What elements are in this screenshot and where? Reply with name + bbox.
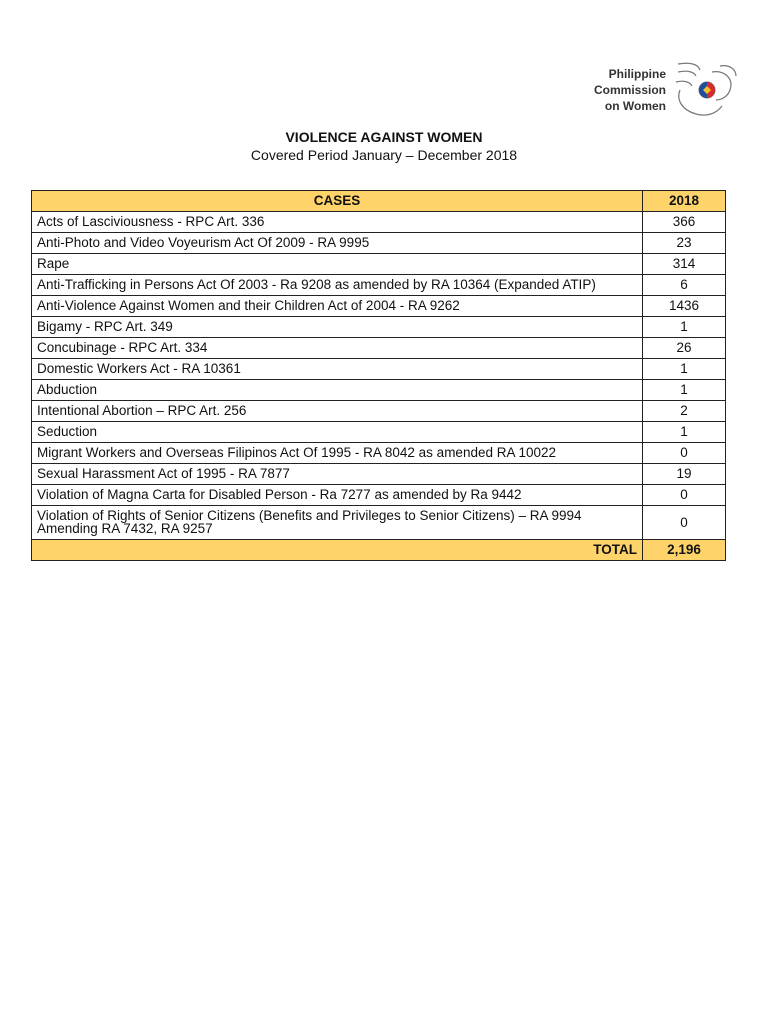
case-count: 1436	[643, 296, 726, 317]
column-header-cases: CASES	[32, 191, 643, 212]
case-count: 1	[643, 380, 726, 401]
case-count: 1	[643, 422, 726, 443]
report-heading	[0, 128, 768, 164]
table-row	[32, 485, 726, 506]
table-row	[32, 380, 726, 401]
case-name: Migrant Workers and Overseas Filipinos Act Of 1995 - RA 8042 as amended RA 10022	[32, 443, 643, 464]
case-count: 2	[643, 401, 726, 422]
case-name: Violation of Magna Carta for Disabled Person - Ra 7277 as amended by Ra 9442	[32, 485, 643, 506]
total-row	[32, 540, 726, 561]
table-row	[32, 422, 726, 443]
case-name: Bigamy - RPC Art. 349	[32, 317, 643, 338]
case-name: Anti-Violence Against Women and their Children Act of 2004 - RA 9262	[32, 296, 643, 317]
table-row	[32, 401, 726, 422]
case-count: 0	[643, 506, 726, 540]
case-name: Anti-Trafficking in Persons Act Of 2003 - Ra 9208 as amended by RA 10364 (Expanded ATIP)	[32, 275, 643, 296]
case-count: 314	[643, 254, 726, 275]
pcw-emblem-icon	[672, 60, 738, 118]
column-header-year: 2018	[643, 191, 726, 212]
case-name: Anti-Photo and Video Voyeurism Act Of 2009 - RA 9995	[32, 233, 643, 254]
case-count: 0	[643, 485, 726, 506]
cases-table	[31, 190, 726, 561]
table-row	[32, 464, 726, 485]
table-header-row	[32, 191, 726, 212]
case-count: 26	[643, 338, 726, 359]
table-row	[32, 338, 726, 359]
pcw-logo	[588, 60, 744, 118]
case-count: 366	[643, 212, 726, 233]
case-count: 19	[643, 464, 726, 485]
report-subtitle: Covered Period January – December 2018	[250, 147, 518, 163]
case-name: Domestic Workers Act - RA 10361	[32, 359, 643, 380]
table-row	[32, 359, 726, 380]
case-count: 23	[643, 233, 726, 254]
case-count: 6	[643, 275, 726, 296]
table-row	[32, 317, 726, 338]
case-count: 1	[643, 317, 726, 338]
report-title: VIOLENCE AGAINST WOMEN	[285, 129, 483, 145]
case-name: Sexual Harassment Act of 1995 - RA 7877	[32, 464, 643, 485]
case-name: Rape	[32, 254, 643, 275]
case-name: Violation of Rights of Senior Citizens (Benefits and Privileges to Senior Citizens) – RA 9994 Amending RA 7432, RA 9257	[32, 506, 643, 540]
table-row	[32, 233, 726, 254]
logo-line-1: Philippine	[608, 67, 666, 81]
table-row	[32, 296, 726, 317]
case-name: Concubinage - RPC Art. 334	[32, 338, 643, 359]
case-name: Abduction	[32, 380, 643, 401]
logo-text	[594, 66, 666, 114]
total-label: TOTAL	[32, 540, 643, 561]
logo-line-2: Commission	[593, 83, 666, 97]
case-name: Intentional Abortion – RPC Art. 256	[32, 401, 643, 422]
table-row	[32, 212, 726, 233]
logo-line-3: on Women	[604, 99, 666, 113]
table-row	[32, 506, 726, 540]
case-count: 0	[643, 443, 726, 464]
case-name: Seduction	[32, 422, 643, 443]
table-row	[32, 254, 726, 275]
total-value: 2,196	[643, 540, 726, 561]
case-name: Acts of Lasciviousness - RPC Art. 336	[32, 212, 643, 233]
case-count: 1	[643, 359, 726, 380]
table-row	[32, 275, 726, 296]
table-row	[32, 443, 726, 464]
